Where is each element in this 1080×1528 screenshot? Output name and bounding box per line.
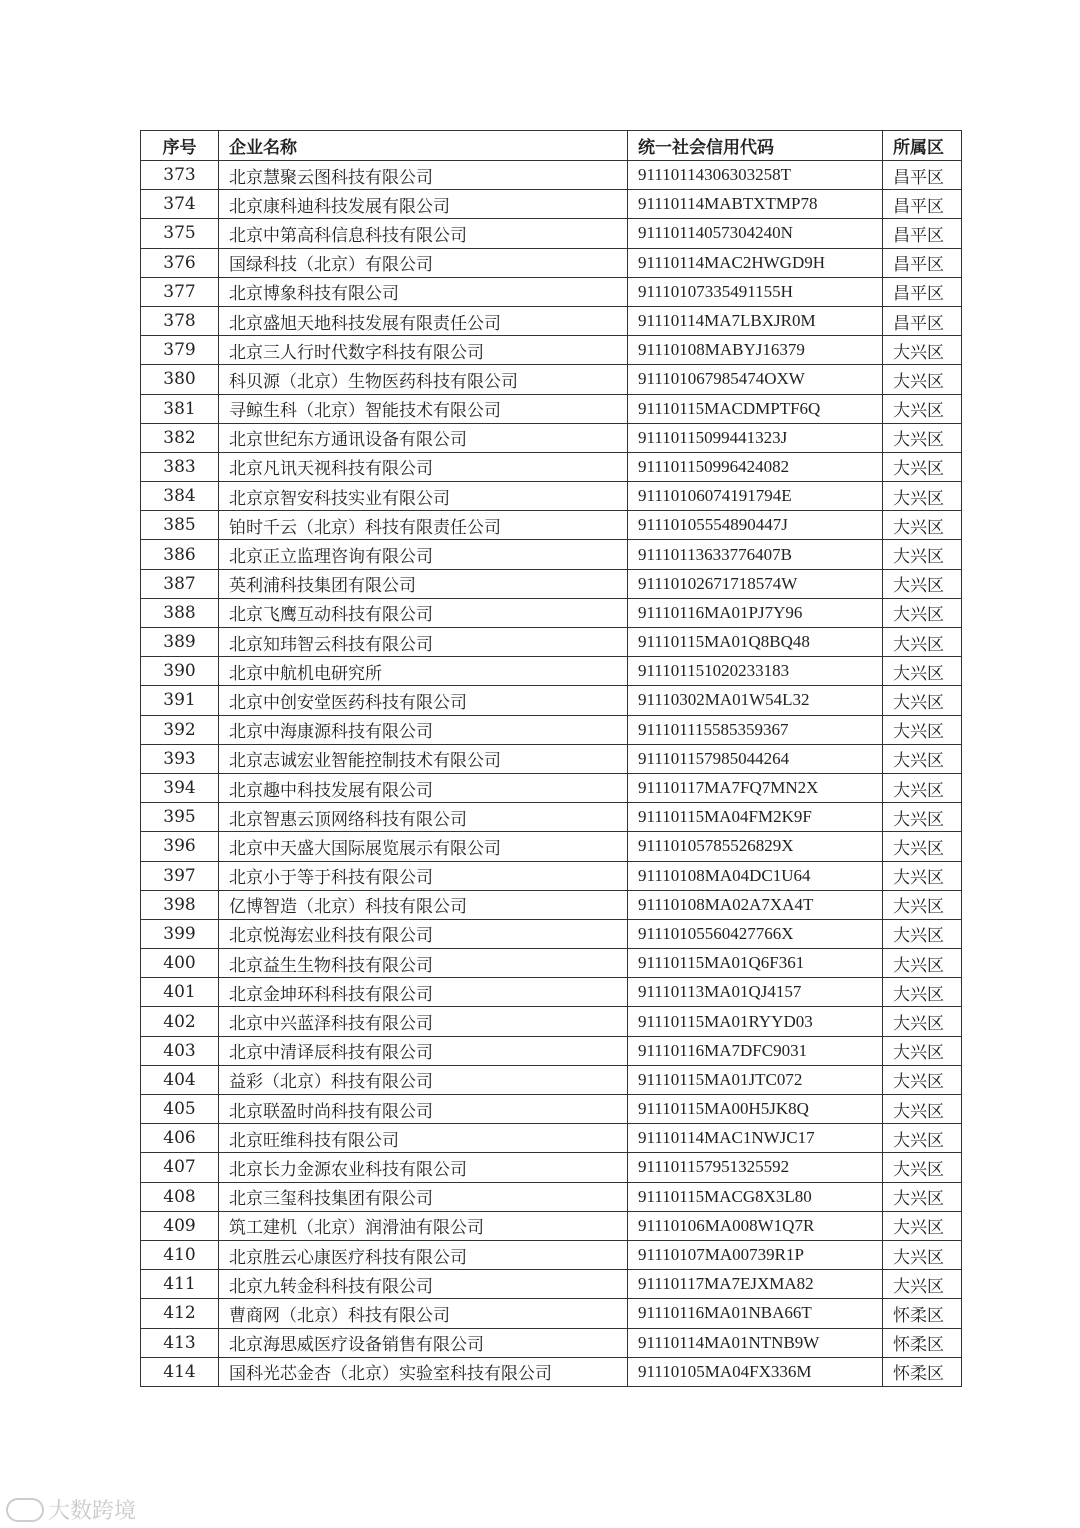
- cell-company-name: 北京联盈时尚科技有限公司: [219, 1095, 628, 1124]
- header-district: 所属区: [883, 131, 962, 161]
- table-row: [141, 919, 962, 948]
- cell-credit-code: 911101115585359367: [628, 715, 883, 744]
- watermark-logo-icon: [6, 1498, 44, 1522]
- cell-index: 414: [141, 1357, 219, 1386]
- cell-district: 大兴区: [883, 1240, 962, 1269]
- cell-credit-code: 91110115MA01JTC072: [628, 1065, 883, 1094]
- table-row: [141, 540, 962, 569]
- table-row: [141, 598, 962, 627]
- cell-credit-code: 91110115MACG8X3L80: [628, 1182, 883, 1211]
- cell-index: 407: [141, 1153, 219, 1182]
- cell-index: 400: [141, 949, 219, 978]
- table-row: [141, 1211, 962, 1240]
- cell-index: 388: [141, 598, 219, 627]
- table-row: [141, 890, 962, 919]
- cell-credit-code: 91110108MA04DC1U64: [628, 861, 883, 890]
- cell-index: 405: [141, 1095, 219, 1124]
- cell-index: 384: [141, 482, 219, 511]
- cell-company-name: 北京世纪东方通讯设备有限公司: [219, 423, 628, 452]
- cell-company-name: 北京旺维科技有限公司: [219, 1124, 628, 1153]
- header-index: 序号: [141, 131, 219, 161]
- cell-credit-code: 911101067985474OXW: [628, 365, 883, 394]
- cell-index: 397: [141, 861, 219, 890]
- cell-index: 413: [141, 1328, 219, 1357]
- table-row: [141, 394, 962, 423]
- cell-district: 怀柔区: [883, 1357, 962, 1386]
- cell-credit-code: 91110113MA01QJ4157: [628, 978, 883, 1007]
- cell-credit-code: 91110113633776407B: [628, 540, 883, 569]
- cell-index: 409: [141, 1211, 219, 1240]
- cell-company-name: 北京盛旭天地科技发展有限责任公司: [219, 306, 628, 335]
- cell-company-name: 北京长力金源农业科技有限公司: [219, 1153, 628, 1182]
- cell-district: 怀柔区: [883, 1328, 962, 1357]
- table-row: [141, 569, 962, 598]
- cell-company-name: 北京九转金科科技有限公司: [219, 1270, 628, 1299]
- table-row: [141, 1328, 962, 1357]
- table-row: [141, 715, 962, 744]
- table-row: [141, 1357, 962, 1386]
- cell-index: 406: [141, 1124, 219, 1153]
- cell-district: 昌平区: [883, 277, 962, 306]
- cell-company-name: 科贝源（北京）生物医药科技有限公司: [219, 365, 628, 394]
- cell-district: 大兴区: [883, 1270, 962, 1299]
- table-row: [141, 511, 962, 540]
- cell-credit-code: 911101151020233183: [628, 657, 883, 686]
- cell-credit-code: 91110115099441323J: [628, 423, 883, 452]
- cell-company-name: 筑工建机（北京）润滑油有限公司: [219, 1211, 628, 1240]
- cell-credit-code: 91110114306303258T: [628, 161, 883, 190]
- cell-district: 昌平区: [883, 161, 962, 190]
- cell-company-name: 曹商网（北京）科技有限公司: [219, 1299, 628, 1328]
- cell-index: 378: [141, 306, 219, 335]
- cell-index: 411: [141, 1270, 219, 1299]
- table-row: [141, 628, 962, 657]
- cell-credit-code: 91110114MABTXTMP78: [628, 190, 883, 219]
- cell-index: 391: [141, 686, 219, 715]
- cell-district: 大兴区: [883, 919, 962, 948]
- cell-index: 389: [141, 628, 219, 657]
- cell-company-name: 国科光芯金杏（北京）实验室科技有限公司: [219, 1357, 628, 1386]
- cell-district: 大兴区: [883, 978, 962, 1007]
- cell-district: 大兴区: [883, 569, 962, 598]
- cell-company-name: 北京京智安科技实业有限公司: [219, 482, 628, 511]
- cell-credit-code: 91110115MA01Q8BQ48: [628, 628, 883, 657]
- header-company-name: 企业名称: [219, 131, 628, 161]
- cell-credit-code: 91110115MACDMPTF6Q: [628, 394, 883, 423]
- cell-credit-code: 91110115MA01Q6F361: [628, 949, 883, 978]
- cell-credit-code: 91110302MA01W54L32: [628, 686, 883, 715]
- cell-credit-code: 91110114MAC2HWGD9H: [628, 248, 883, 277]
- cell-company-name: 北京中航机电研究所: [219, 657, 628, 686]
- table-row: [141, 1036, 962, 1065]
- cell-credit-code: 91110114057304240N: [628, 219, 883, 248]
- cell-company-name: 北京中海康源科技有限公司: [219, 715, 628, 744]
- table-row: [141, 423, 962, 452]
- cell-index: 386: [141, 540, 219, 569]
- cell-company-name: 北京海思威医疗设备销售有限公司: [219, 1328, 628, 1357]
- table-row: [141, 686, 962, 715]
- cell-district: 大兴区: [883, 803, 962, 832]
- cell-credit-code: 91110108MABYJ16379: [628, 336, 883, 365]
- table-row: [141, 219, 962, 248]
- table-row: [141, 1182, 962, 1211]
- cell-index: 401: [141, 978, 219, 1007]
- cell-district: 大兴区: [883, 452, 962, 481]
- cell-district: 大兴区: [883, 1182, 962, 1211]
- cell-index: 398: [141, 890, 219, 919]
- cell-company-name: 北京志诚宏业智能控制技术有限公司: [219, 744, 628, 773]
- cell-company-name: 寻鲸生科（北京）智能技术有限公司: [219, 394, 628, 423]
- cell-district: 大兴区: [883, 1007, 962, 1036]
- cell-company-name: 北京悦海宏业科技有限公司: [219, 919, 628, 948]
- cell-company-name: 北京中清译辰科技有限公司: [219, 1036, 628, 1065]
- cell-company-name: 北京中第高科信息科技有限公司: [219, 219, 628, 248]
- cell-company-name: 北京慧聚云图科技有限公司: [219, 161, 628, 190]
- table-row: [141, 161, 962, 190]
- cell-credit-code: 91110115MA04FM2K9F: [628, 803, 883, 832]
- cell-index: 375: [141, 219, 219, 248]
- cell-district: 大兴区: [883, 1211, 962, 1240]
- table-row: [141, 1124, 962, 1153]
- cell-company-name: 北京小于等于科技有限公司: [219, 861, 628, 890]
- cell-company-name: 北京知玮智云科技有限公司: [219, 628, 628, 657]
- table-row: [141, 452, 962, 481]
- cell-district: 大兴区: [883, 949, 962, 978]
- table-row: [141, 248, 962, 277]
- cell-index: 385: [141, 511, 219, 540]
- cell-credit-code: 91110102671718574W: [628, 569, 883, 598]
- cell-district: 大兴区: [883, 657, 962, 686]
- cell-index: 382: [141, 423, 219, 452]
- table-row: [141, 744, 962, 773]
- cell-company-name: 北京博象科技有限公司: [219, 277, 628, 306]
- cell-company-name: 北京飞鹰互动科技有限公司: [219, 598, 628, 627]
- cell-company-name: 北京胜云心康医疗科技有限公司: [219, 1240, 628, 1269]
- table-row: [141, 336, 962, 365]
- table-row: [141, 1240, 962, 1269]
- cell-credit-code: 911101150996424082: [628, 452, 883, 481]
- table-row: [141, 657, 962, 686]
- table-row: [141, 190, 962, 219]
- table-row: [141, 978, 962, 1007]
- cell-index: 387: [141, 569, 219, 598]
- cell-district: 大兴区: [883, 394, 962, 423]
- cell-credit-code: 91110114MA01NTNB9W: [628, 1328, 883, 1357]
- cell-district: 大兴区: [883, 1124, 962, 1153]
- cell-credit-code: 91110115MA00H5JK8Q: [628, 1095, 883, 1124]
- cell-company-name: 北京中兴蓝泽科技有限公司: [219, 1007, 628, 1036]
- header-credit-code: 统一社会信用代码: [628, 131, 883, 161]
- cell-index: 396: [141, 832, 219, 861]
- cell-company-name: 英利浦科技集团有限公司: [219, 569, 628, 598]
- cell-index: 402: [141, 1007, 219, 1036]
- cell-index: 412: [141, 1299, 219, 1328]
- table-row: [141, 773, 962, 802]
- cell-district: 昌平区: [883, 219, 962, 248]
- cell-index: 404: [141, 1065, 219, 1094]
- cell-district: 大兴区: [883, 365, 962, 394]
- cell-district: 怀柔区: [883, 1299, 962, 1328]
- cell-index: 373: [141, 161, 219, 190]
- cell-district: 大兴区: [883, 423, 962, 452]
- cell-company-name: 北京智惠云顶网络科技有限公司: [219, 803, 628, 832]
- table-row: [141, 949, 962, 978]
- cell-company-name: 北京正立监理咨询有限公司: [219, 540, 628, 569]
- cell-index: 399: [141, 919, 219, 948]
- cell-company-name: 北京益生生物科技有限公司: [219, 949, 628, 978]
- cell-credit-code: 91110105554890447J: [628, 511, 883, 540]
- cell-index: 394: [141, 773, 219, 802]
- cell-index: 392: [141, 715, 219, 744]
- cell-credit-code: 91110116MA7DFC9031: [628, 1036, 883, 1065]
- cell-district: 大兴区: [883, 890, 962, 919]
- cell-district: 大兴区: [883, 715, 962, 744]
- cell-district: 大兴区: [883, 482, 962, 511]
- cell-company-name: 北京趣中科技发展有限公司: [219, 773, 628, 802]
- cell-district: 大兴区: [883, 511, 962, 540]
- cell-company-name: 北京康科迪科技发展有限公司: [219, 190, 628, 219]
- table-row: [141, 306, 962, 335]
- watermark-text: 大数跨境: [48, 1499, 137, 1524]
- cell-index: 393: [141, 744, 219, 773]
- table-row: [141, 803, 962, 832]
- cell-district: 大兴区: [883, 628, 962, 657]
- cell-district: 昌平区: [883, 190, 962, 219]
- cell-district: 大兴区: [883, 1036, 962, 1065]
- table-row: [141, 1007, 962, 1036]
- cell-company-name: 北京三人行时代数字科技有限公司: [219, 336, 628, 365]
- cell-credit-code: 91110105785526829X: [628, 832, 883, 861]
- cell-credit-code: 911101157951325592: [628, 1153, 883, 1182]
- cell-credit-code: 91110106MA008W1Q7R: [628, 1211, 883, 1240]
- cell-company-name: 亿博智造（北京）科技有限公司: [219, 890, 628, 919]
- table-row: [141, 1153, 962, 1182]
- cell-credit-code: 91110107MA00739R1P: [628, 1240, 883, 1269]
- cell-district: 大兴区: [883, 1095, 962, 1124]
- cell-index: 383: [141, 452, 219, 481]
- cell-credit-code: 91110116MA01PJ7Y96: [628, 598, 883, 627]
- cell-index: 379: [141, 336, 219, 365]
- table-row: [141, 832, 962, 861]
- cell-company-name: 北京中天盛大国际展览展示有限公司: [219, 832, 628, 861]
- cell-index: 410: [141, 1240, 219, 1269]
- cell-index: 376: [141, 248, 219, 277]
- table-row: [141, 365, 962, 394]
- cell-company-name: 国绿科技（北京）有限公司: [219, 248, 628, 277]
- cell-index: 380: [141, 365, 219, 394]
- cell-district: 大兴区: [883, 686, 962, 715]
- cell-company-name: 北京凡讯天视科技有限公司: [219, 452, 628, 481]
- cell-index: 403: [141, 1036, 219, 1065]
- table-row: [141, 1299, 962, 1328]
- table-row: [141, 482, 962, 511]
- cell-district: 大兴区: [883, 336, 962, 365]
- cell-index: 395: [141, 803, 219, 832]
- cell-company-name: 北京金坤环科科技有限公司: [219, 978, 628, 1007]
- cell-credit-code: 91110105560427766X: [628, 919, 883, 948]
- cell-credit-code: 91110108MA02A7XA4T: [628, 890, 883, 919]
- cell-credit-code: 91110114MA7LBXJR0M: [628, 306, 883, 335]
- cell-credit-code: 91110115MA01RYYD03: [628, 1007, 883, 1036]
- cell-district: 昌平区: [883, 248, 962, 277]
- cell-credit-code: 91110114MAC1NWJC17: [628, 1124, 883, 1153]
- cell-credit-code: 91110116MA01NBA66T: [628, 1299, 883, 1328]
- cell-credit-code: 91110106074191794E: [628, 482, 883, 511]
- cell-district: 大兴区: [883, 540, 962, 569]
- cell-district: 大兴区: [883, 773, 962, 802]
- table-row: [141, 1095, 962, 1124]
- cell-credit-code: 91110105MA04FX336M: [628, 1357, 883, 1386]
- table-row: [141, 1065, 962, 1094]
- cell-district: 大兴区: [883, 598, 962, 627]
- cell-index: 408: [141, 1182, 219, 1211]
- cell-district: 大兴区: [883, 1153, 962, 1182]
- table-body: [141, 161, 962, 1387]
- cell-company-name: 益彩（北京）科技有限公司: [219, 1065, 628, 1094]
- cell-credit-code: 91110107335491155H: [628, 277, 883, 306]
- table-header-row: [141, 131, 962, 161]
- company-list-table: [140, 130, 962, 1387]
- cell-credit-code: 91110117MA7FQ7MN2X: [628, 773, 883, 802]
- cell-index: 390: [141, 657, 219, 686]
- table-row: [141, 277, 962, 306]
- table-row: [141, 1270, 962, 1299]
- watermark: [6, 1494, 136, 1525]
- table-row: [141, 861, 962, 890]
- cell-company-name: 铂时千云（北京）科技有限责任公司: [219, 511, 628, 540]
- cell-district: 大兴区: [883, 744, 962, 773]
- cell-district: 大兴区: [883, 861, 962, 890]
- cell-credit-code: 91110117MA7EJXMA82: [628, 1270, 883, 1299]
- cell-index: 381: [141, 394, 219, 423]
- cell-company-name: 北京三玺科技集团有限公司: [219, 1182, 628, 1211]
- cell-district: 昌平区: [883, 306, 962, 335]
- cell-district: 大兴区: [883, 832, 962, 861]
- cell-index: 377: [141, 277, 219, 306]
- cell-company-name: 北京中创安堂医药科技有限公司: [219, 686, 628, 715]
- cell-credit-code: 911101157985044264: [628, 744, 883, 773]
- cell-district: 大兴区: [883, 1065, 962, 1094]
- cell-index: 374: [141, 190, 219, 219]
